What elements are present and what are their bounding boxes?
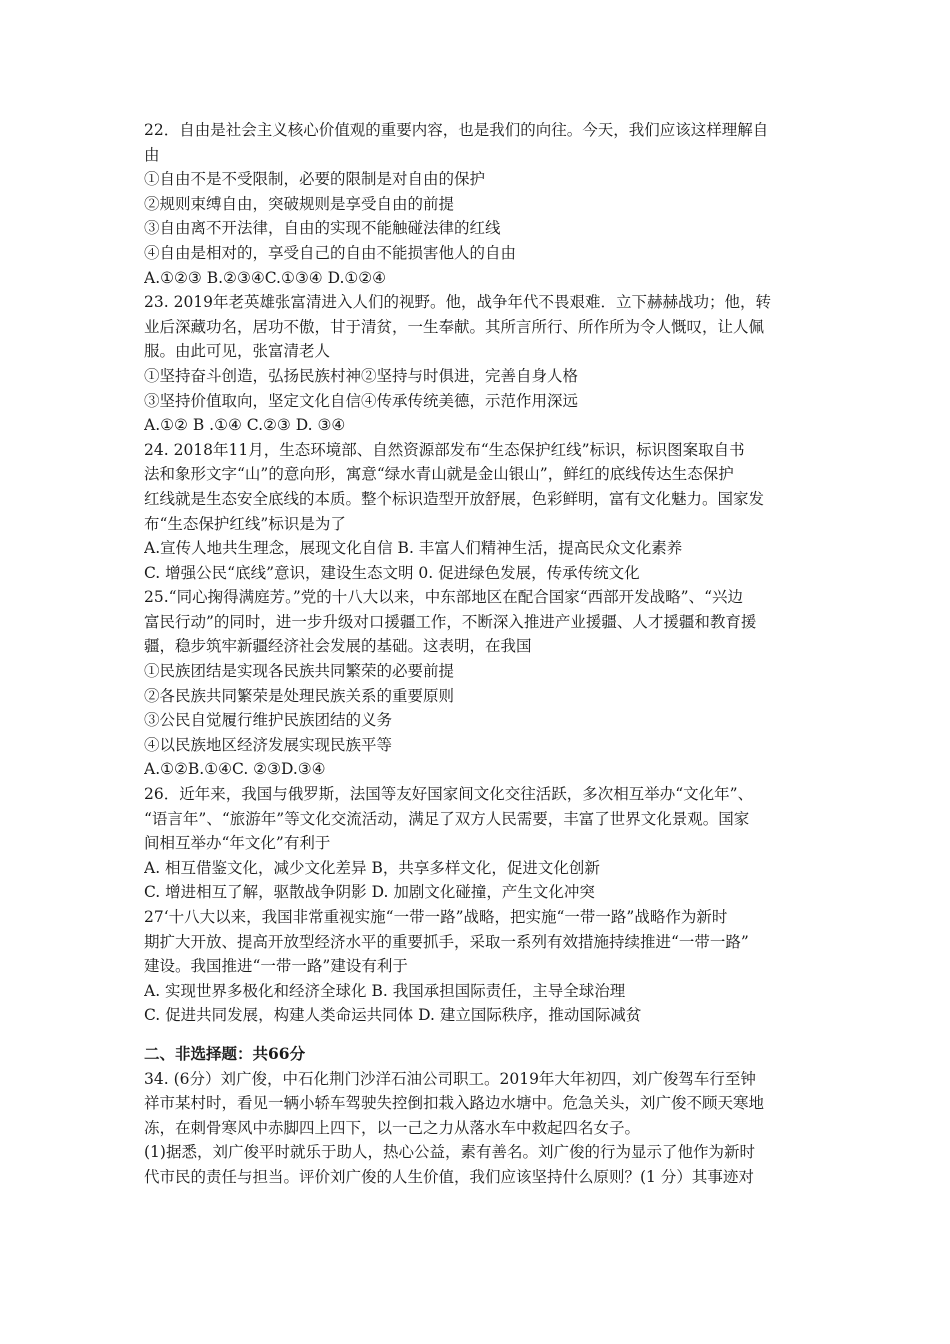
text-line: ③自由离不开法律，自由的实现不能触碰法律的红线: [144, 219, 501, 238]
text-line: 冻，在刺骨寒风中赤脚四上四下，以一己之力从落水车中救起四名女子。: [144, 1118, 641, 1137]
text-line: A.①②B.①④C. ②③D.③④: [144, 760, 326, 779]
text-line: 建设。我国推进“一带一路”建设有利于: [144, 957, 408, 976]
text-line: ④以民族地区经济发展实现民族平等: [144, 735, 393, 754]
text-line: 红线就是生态安全底线的本质。整个标识造型开放舒展，色彩鲜明，富有文化魅力。国家发: [144, 489, 765, 508]
text-line: ③坚持价值取向，坚定文化自信④传承传统美德，示范作用深远: [144, 391, 579, 410]
text-line: “语言年”、“旅游年”等文化交流活动，满足了双方人民需要，丰富了世界文化景观。国家: [144, 809, 750, 828]
text-line: 26．近年来，我国与俄罗斯，法国等友好国家间文化交往活跃，多次相互举办“文化年”、: [144, 785, 754, 804]
text-line: ①民族团结是实现各民族共同繁荣的必要前提: [144, 662, 455, 681]
text-line: 代市民的责任与担当。评价刘广俊的人生价值，我们应该坚持什么原则？(1 分）其事迹对: [144, 1167, 754, 1186]
text-line: 24. 2018年11月，生态环境部、自然资源部发布“生态保护红线”标识，标识图案取自书: [144, 440, 745, 459]
text-line: A.宣传人地共生理念，展现文化自信 B. 丰富人们精神生活，提高民众文化素养: [144, 539, 683, 558]
text-line: ②各民族共同繁荣是处理民族关系的重要原则: [144, 686, 455, 705]
text-line: ③公民自觉履行维护民族团结的义务: [144, 711, 393, 730]
text-line: A.①②③ B.②③④C.①③④ D.①②④: [144, 268, 387, 287]
text-line: 期扩大开放、提高开放型经济水平的重要抓手，采取一系列有效措施持续推进“一带一路”: [144, 932, 749, 951]
text-line: 23. 2019年老英雄张富清进入人们的视野。他，战争年代不畏艰难．立下赫赫战功；他，转: [144, 293, 772, 312]
text-line: 由: [144, 145, 160, 164]
text-line: ④自由是相对的，享受自己的自由不能损害他人的自由: [144, 243, 517, 262]
text-line: 业后深藏功名，居功不傲，甘于清贫，一生奉献。其所言所行、所作所为令人慨叹，让人佩: [144, 317, 765, 336]
text-line: A. 实现世界多极化和经济全球化 B. 我国承担国际责任，主导全球治理: [144, 981, 626, 1000]
text-line: 疆，稳步筑牢新疆经济社会发展的基础。这表明，在我国: [144, 637, 532, 656]
text-line: 布“生态保护红线”标识是为了: [144, 514, 346, 533]
text-line: 27‘十八大以来，我国非常重视实施“一带一路”战略，把实施“一带一路”战略作为新时: [144, 908, 728, 926]
multiple-choice-block: [144, 118, 830, 1028]
text-line: 祥市某村时，看见一辆小轿车驾驶失控倒扣栽入路边水塘中。危急关头，刘广俊不顾天寒地: [144, 1094, 765, 1113]
section-gap: [144, 1028, 830, 1042]
text-line: C. 增强公民“底线”意识，建设生态文明 0. 促进绿色发展，传承传统文化: [144, 563, 640, 582]
text-line: 34. (6分）刘广俊，中石化荆门沙洋石油公司职工。2019年大年初四，刘广俊驾车行至钟: [144, 1069, 756, 1088]
text-line: 间相互举办“年文化”有利于: [144, 834, 331, 853]
section-title: 二、非选择题：共66分: [144, 1043, 306, 1063]
text-line: C. 促进共同发展，构建人类命运共同体 D. 建立国际秩序，推动国际减贫: [144, 1006, 642, 1025]
text-line: 富民行动”的同时，进一步升级对口援疆工作，不断深入推进产业援疆、人才援疆和教育援: [144, 612, 757, 631]
text-line: C. 增进相互了解，驱散战争阴影 D. 加剧文化碰撞，产生文化冲突: [144, 883, 595, 902]
text-line: 25.“同心掬得满庭芳。”党的十八大以来，中东部地区在配合国家“西部开发战略”、“兴边: [144, 588, 744, 607]
text-line: A. 相互借鉴文化，减少文化差异 B，共享多样文化，促进文化创新: [144, 858, 600, 877]
text-line: 22．自由是社会主义核心价值观的重要内容，也是我们的向往。今天，我们应该这样理解自: [144, 121, 769, 139]
text-line: A.①② B .①④ C.②③ D. ③④: [144, 416, 346, 435]
text-line: 法和象形文字“山”的意向形，寓意“绿水青山就是金山银山”，鲜红的底线传达生态保护: [144, 465, 734, 484]
text-line: ①自由不是不受限制，必要的限制是对自由的保护: [144, 170, 486, 189]
text-line: ②规则束缚自由，突破规则是享受自由的前提: [144, 194, 455, 213]
text-line: (1)据悉，刘广俊平时就乐于助人，热心公益，素有善名。刘广俊的行为显示了他作为新时: [144, 1143, 755, 1162]
text-line: ①坚持奋斗创造，弘扬民族村神②坚持与时俱进，完善自身人格: [144, 366, 579, 385]
question-34-block: [144, 1067, 830, 1190]
text-line: 服。由此可见，张富清老人: [144, 342, 331, 361]
